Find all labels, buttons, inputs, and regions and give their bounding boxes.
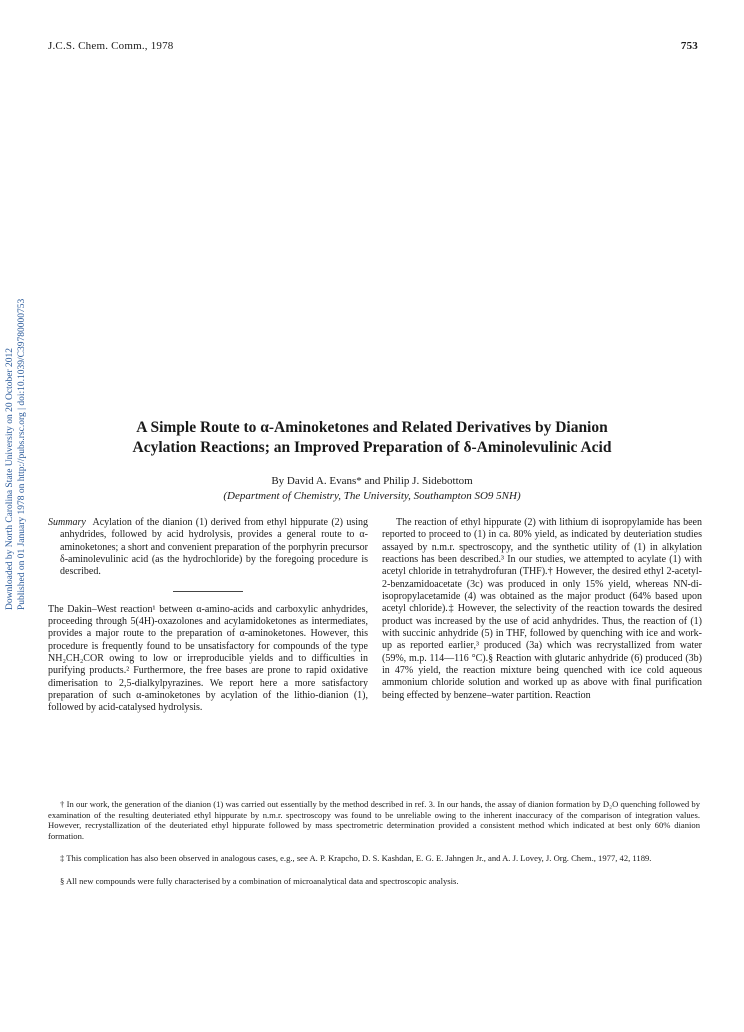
page-number: 753 bbox=[680, 40, 698, 52]
section-divider bbox=[173, 591, 243, 592]
title-line-1: A Simple Route to α-Aminoketones and Related Derivatives by Dianion bbox=[136, 419, 608, 436]
footnotes bbox=[48, 799, 700, 899]
running-header bbox=[48, 40, 698, 54]
author-line: By David A. Evans* and Philip J. Sidebottom bbox=[271, 475, 473, 487]
right-column bbox=[382, 517, 702, 702]
footnote-double-dagger: ‡ This complication has also been observed in analogous cases, e.g., see A. P. Krapcho, D. S. Kashdan, E. G. E. Jahngen Jr., and A. J. Lovey, J. Org. Chem., 1977, 42, 1189. bbox=[60, 853, 652, 864]
summary-paragraph bbox=[48, 517, 368, 579]
left-column bbox=[48, 517, 368, 715]
summary-label: Summary bbox=[48, 517, 86, 528]
title-line-2: Acylation Reactions; an Improved Preparation of δ-Aminolevulinic Acid bbox=[132, 439, 612, 456]
doi-line[interactable]: Published on 01 January 1978 on http://pubs.rsc.org | doi:10.1039/C39780000753 bbox=[17, 298, 27, 610]
article-title bbox=[40, 418, 704, 458]
footnote-dagger: † In our work, the generation of the dianion (1) was carried out essentially by the method described in ref. 3. In our hands, the assay of dianion formation by D₂O quenching followed by examination of the resulting deuteriated ethyl hippurate by n.m.r. spectroscopy was found to be unreliable owing to the inherent inaccuracy of the comparison of integration values. However, recrystallization of the deuteriated ethyl hippurate followed by mass spectrometric determination provided a consistent method which indicated at best only 60% dianion formation. bbox=[48, 799, 700, 841]
summary-text: Acylation of the dianion (1) derived from ethyl hippurate (2) using anhydrides, followed by acid hydrolysis, provides a general route to α-aminoketones; a short and convenient preparation of the porphyrin precursor δ-aminolevulinic acid (as the hydrochloride) by the foregoing procedure is described. bbox=[60, 517, 369, 578]
affiliation-line: (Department of Chemistry, The University, Southampton SO9 5NH) bbox=[223, 490, 521, 502]
footnote-section: § All new compounds were fully characterised by a combination of microanalytical data and spectroscopic analysis. bbox=[60, 875, 459, 886]
download-line: Downloaded by North Carolina State University on 20 October 2012 bbox=[5, 348, 15, 610]
intro-paragraph: The Dakin–West reaction¹ between α-amino-acids and carboxylic anhydrides, proceeding through 5(4H)-oxazolones and acylamidoketones as intermediates, provides a major route to the preparation of α-aminoketones. However, this procedure is frequently found to be unsatisfactory for compounds of the type NH₂CH₂COR owing to low or irreproducible yields and to difficulties in purifying products.² Furthermore, the free bases are prone to rapid oxidative dimerisation to 2,5-dialkylpyrazines. We report here a more satisfactory preparation of such α-aminoketones by acylation of the lithio-dianion (1), followed by acid-catalysed hydrolysis. bbox=[48, 603, 368, 714]
journal-citation: J.C.S. Chem. Comm., 1978 bbox=[48, 40, 174, 52]
results-paragraph: The reaction of ethyl hippurate (2) with lithium di isopropylamide has been reported to proceed to (1) in ca. 80% yield, as indicated by deuteriation studies assayed by n.m.r. spectroscopy, and the synthetic utility of (1) in alkylation reactions has been described.³ In our studies, we attempted to acylate (1) with acetyl chloride in tetrahydrofuran (THF).† However, the desired ethyl 2-acetyl-2-benzamidoacetate (3c) was produced in only 15% yield, whereas NN-di-isopropylacetamide (4) was obtained as the major product (64% based upon acetyl chloride).‡ However, the selectivity of the reaction towards the desired product was increased by the use of acid anhydrides. Thus, the reaction of (1) with succinic anhydride (5) in THF, followed by quenching with ice and work-up as reported earlier,³ produced (3a) which was recrystallized from water (59%, m.p. 114—116 °C).§ Reaction with glutaric anhydride (6) produced (3b) in 47% yield, the reaction mixture being quenched with ice cold aqueous ammonium chloride solution and worked up as above with final purification being effected by benzene–water partition. Reaction bbox=[382, 517, 702, 701]
download-watermark bbox=[4, 130, 40, 610]
